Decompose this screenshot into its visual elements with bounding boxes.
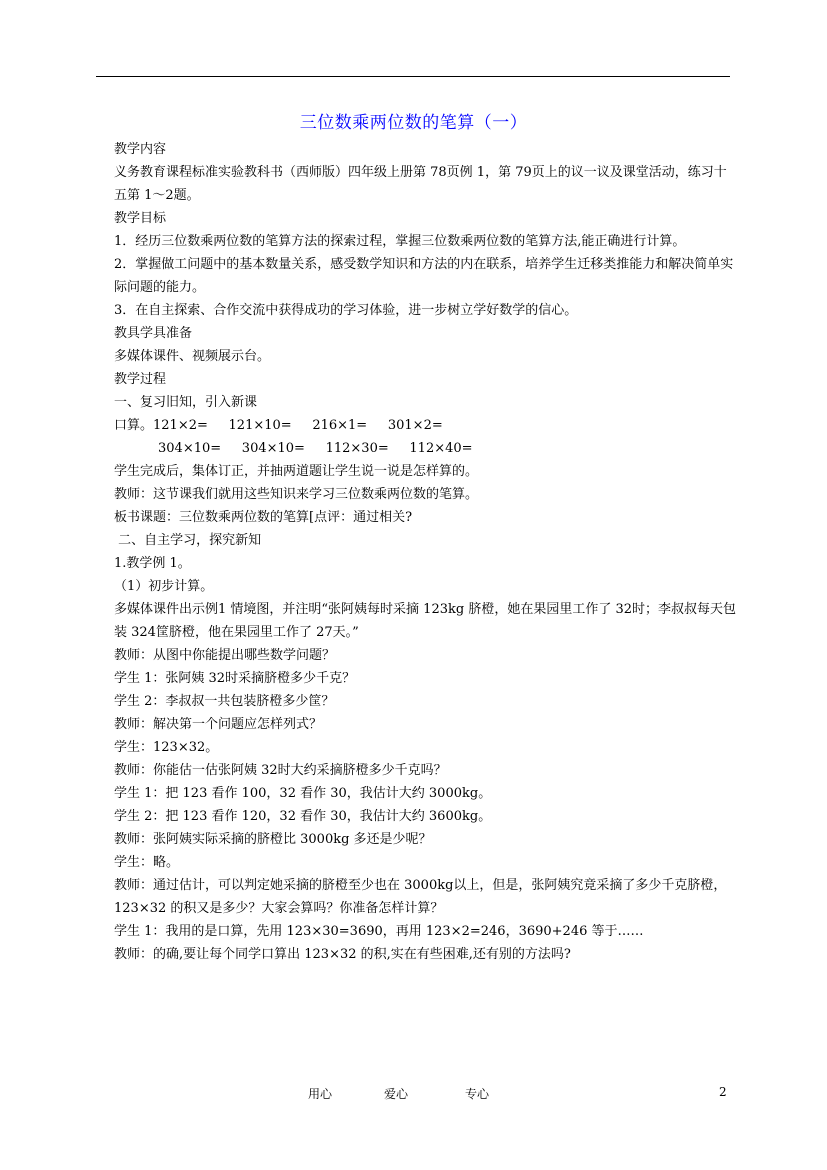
paragraph: 一、复习旧知，引入新课 (114, 395, 258, 410)
paragraph: 304×10= 304×10= 112×30= 112×40= (158, 441, 473, 456)
paragraph: 二、自主学习，探究新知 (114, 533, 262, 548)
footer-item: 专心 (465, 1087, 490, 1101)
paragraph: 口算。121×2= 121×10= 216×1= 301×2= (114, 418, 443, 433)
paragraph: 教师：解决第一个问题应怎样列式？ (114, 717, 323, 732)
paragraph: 学生 2：李叔叔一共包装脐橙多少筐？ (114, 694, 335, 709)
paragraph: 学生：略。 (114, 855, 180, 870)
footer-item: 爱心 (384, 1087, 409, 1101)
paragraph: 教师：从图中你能提出哪些数学问题？ (114, 648, 336, 663)
paragraph: 义务教育课程标准实验教科书（西师版）四年级上册第 78页例 1，第 79页上的议一议及课堂活动，练习十五第 1～2题。 (114, 165, 727, 203)
paragraph: 教师：这节课我们就用这些知识来学习三位数乘两位数的笔算。 (114, 487, 479, 502)
paragraph: （1）初步计算。 (114, 579, 214, 594)
paragraph: 1.教学例 1。 (114, 556, 191, 571)
paragraph: 学生 1：把 123 看作 100，32 看作 30，我估计大约 3000kg。 (114, 786, 492, 801)
paragraph: 教学内容 (114, 142, 167, 157)
paragraph: 教学目标 (114, 211, 167, 226)
paragraph: 教学过程 (114, 372, 167, 387)
paragraph: 多媒体课件出示例1 情境图，并注明“张阿姨每时采摘 123kg 脐橙，她在果园里工作了 32时；李叔叔每天包装 324筐脐橙，他在果园里工作了 27天。” (114, 602, 737, 640)
document-title: 三位数乘两位数的笔算（一） (299, 113, 528, 133)
paragraph: 教师：你能估一估张阿姨 32时大约采摘脐橙多少千克吗？ (114, 763, 447, 778)
paragraph: 学生：123×32。 (114, 740, 219, 755)
document-body (96, 138, 736, 966)
paragraph: 2．掌握做工问题中的基本数量关系，感受数学知识和方法的内在联系，培养学生迁移类推能力和解决简单实际问题的能力。 (114, 257, 734, 295)
paragraph: 板书课题：三位数乘两位数的笔算[点评：通过相关? (114, 510, 413, 525)
header-rule (96, 76, 730, 77)
paragraph: 教师：通过估计，可以判定她采摘的脐橙至少也在 3000kg以上，但是，张阿姨究竟采摘了多少千克脐橙，123×32 的积又是多少？大家会算吗？你准备怎样计算？ (114, 878, 727, 916)
paragraph: 教师：的确,要让每个同学口算出 123×32 的积,实在有些困难,还有别的方法吗? (114, 947, 571, 962)
page-number: 2 (719, 1085, 727, 1099)
paragraph: 3．在自主探索、合作交流中获得成功的学习体验，进一步树立学好数学的信心。 (114, 303, 578, 318)
paragraph: 教师：张阿姨实际采摘的脐橙比 3000kg 多还是少呢？ (114, 832, 432, 847)
paragraph: 学生完成后，集体订正，并抽两道题让学生说一说是怎样算的。 (114, 464, 479, 479)
paragraph: 多媒体课件、视频展示台。 (114, 349, 271, 364)
paragraph: 学生 2：把 123 看作 120，32 看作 30，我估计大约 3600kg。 (114, 809, 492, 824)
paragraph: 教具学具准备 (114, 326, 193, 341)
paragraph: 学生 1：张阿姨 32时采摘脐橙多少千克？ (114, 671, 356, 686)
paragraph: 1．经历三位数乘两位数的笔算方法的探索过程，掌握三位数乘两位数的笔算方法,能正确进行计算。 (114, 234, 686, 249)
footer-item: 用心 (308, 1087, 333, 1101)
paragraph: 学生 1：我用的是口算，先用 123×30=3690，再用 123×2=246，3690+246 等于…… (114, 924, 644, 939)
